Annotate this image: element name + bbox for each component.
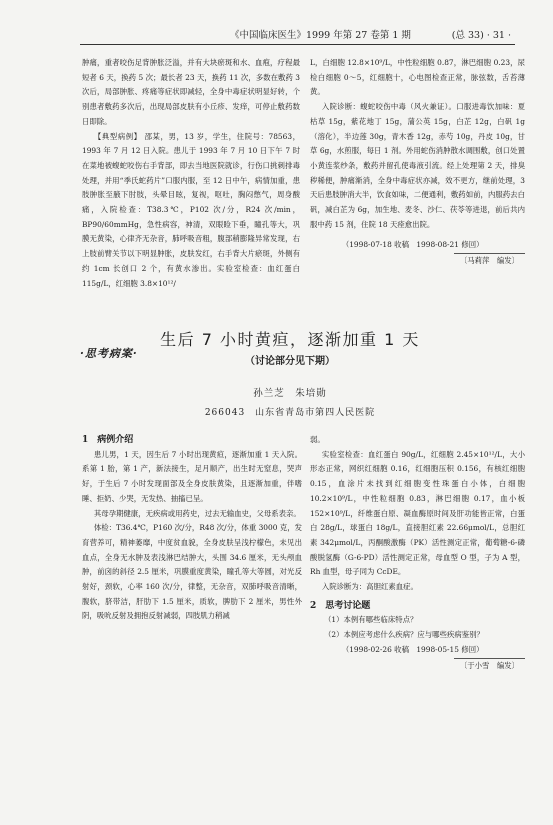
top-left-column [82, 56, 300, 291]
authors: 孙兰芝 朱培勋 [253, 388, 327, 399]
paragraph: 患儿男，1 天，因生后 7 小时出现黄疸，逐渐加重 1 天入院。系第 1 胎，第 1 产，新法接生，足月顺产，出生时无窒息，哭声好，于生后 7 小时发现面部及全身皮肤黄染，且逐渐加重，伴嗜睡、拒奶、少哭，无发热、抽搐已呈。 [82, 449, 302, 503]
typical-case-paragraph: 【典型病例】 邵某，男，13 岁，学生，住院号：78563，1993 年 7 月 12 日入院。患儿于 1993 年 7 月 10 日下午 7 时在菜地被蝮蛇咬伤右手背部，即去当地医院就诊，行伤口挑刺排毒处理，并用“季氏蛇药片”口服内服，至 12 日中午，病情加重，患肢肿胀至腋下肘肢，头晕目眩，复视，呕吐，胸闷憋气，周身酸痛，入院检查：T38.3℃，P102 次/分，R24 次/min，BP90/60mmHg，急性病容，神清，双眼睑下垂，瞳孔等大，巩膜无黄染，心律齐无杂音，肺呼吸音粗，腹部稍膨隆异常发现，右上肢前臂关节以下明显肿胀，皮肤发红，右手背大片瘀斑，外侧有约 1cm 长创口 2 个，有黄水渗出。实验室检查：血红蛋白 115g/L，红细胞 3.8×10¹²/ [82, 131, 300, 288]
bottom-right-column [310, 433, 525, 673]
paragraph: 肿痛，重者咬伤足背肿胀泛溢，并有大块瘀斑和水、血疱，疗程最短者 6 天，换药 5 次；最长者 23 天，换药 11 次，多数在敷药 3 次后，局部肿胀、疼痛等症状即减轻，全身中毒症状明显好转，个别患者敷药多次后，出现局部皮肤有小丘疹、发痒，可停止敷药数日即除。 [82, 58, 300, 126]
article-title: 生后 7 小时黄疸，逐渐加重 1 天 [160, 330, 420, 349]
question-item: （1）本例有哪些临床特点？ [324, 615, 418, 625]
editor-name: 〔于小雪 编发〕 [454, 658, 525, 674]
running-header [80, 28, 515, 45]
diagnosis-line: 入院诊断为：高胆红素血症。 [321, 582, 418, 592]
received-date: （1998-02-26 收稿 1998-05-15 修回） [341, 644, 484, 654]
diagnosis-paragraph: 入院诊断：蝮蛇咬伤中毒（风火兼证）。口服进毒饮加味：夏枯草 15g，紫花地丁 15g，蒲公英 15g，白芷 12g，白矾 1g（溶化），半边莲 30g，青木香 12g，赤芍 10g，丹皮 10g，甘草 6g，水煎服，每日 1 剂。外用蛇伤消肿散水调围敷，创口处置小黄连浆纱条，敷药并留孔使毒液引流。经上处理第 2 天，排臭秽稀便，肿痛渐消，全身中毒症状亦减，效不更方，继前处理，3 天后患肢肿消大半，饮食如味，二便通利，敷药如前，内服药去白矾，减白芷为 6g，加生地、麦冬、沙仁、茯苓等进退，前后共内服中药 15 剂，住院 18 天痊愈出院。 [310, 102, 525, 229]
paragraph: 其母孕期健康，无疾病或用药史，过去无输血史，父母系表亲。 [93, 508, 301, 518]
top-right-column [310, 56, 525, 269]
lab-paragraph: 实验室检查：血红蛋白 90g/L，红细胞 2.45×10¹²/L，大小形态正常，网织红细胞 0.16，红细胞压积 0.156，有核红细胞 0.15，血涂片未找到红细胞变性珠蛋白小体，白细胞 10.2×10⁹/L，中性粒细胞 0.83，淋巴细胞 0.17，血小板 152×10⁹/L，纤维蛋白原、凝血酶原时间及肝功能皆正常，白蛋白 28g/L，球蛋白 18g/L，直接胆红素 22.66μmol/L，总胆红素 342μmol/L，丙酮酸激酶（PK）活性测定正常，葡萄糖-6-磷酸脱氢酶（G-6-PD）活性测定正常，母血型 O 型，子为 A 型，Rh 血型，母子同为 CcDE。 [310, 449, 525, 577]
section-tag: ·思考病案· [80, 347, 138, 360]
paragraph: 弱。 [310, 435, 325, 444]
affiliation: 266043 山东省青岛市第四人民医院 [204, 408, 376, 418]
editor-name: 〔马莉萍 编发〕 [454, 253, 525, 269]
page-number: (总 33) · 31 · [451, 30, 511, 41]
question-item: （2）本例应考虑什么疾病？应与哪些疾病鉴别？ [324, 630, 484, 640]
article-subtitle: （讨论部分见下期） [245, 356, 335, 367]
editor-line [310, 253, 525, 269]
paragraph: 体检：T36.4℃，P160 次/分，R48 次/分，体重 3000 克，发育营养可，精神萎靡，中度贫血貌，全身皮肤呈浅柠檬色，未见出血点，全身无水肿及表浅淋巴结肿大，头围 34.6 厘米，无头颅血肿，前囟的斜径 2.5 厘米，巩膜重度黄染，瞳孔等大等圆，对光反射好，颈软，心率 160 次/分，律整，无杂音，双肺呼吸音清晰，腹软，脐带洁，肝肋下 1.5 厘米，质软，脾肋下 2 厘米，男性外阴，吸吮反射及拥抱反射减弱，四肢肌力稍减 [82, 523, 302, 621]
discussion-heading: 2 思考讨论题 [310, 600, 371, 611]
received-date: （1998-07-18 收稿 1998-08-21 修回） [341, 240, 484, 250]
case-heading: 1 病例介绍 [82, 435, 134, 445]
editor-line [310, 658, 525, 674]
bottom-left-column [82, 433, 302, 624]
journal-name: 《中国临床医生》1999 年第 27 卷第 1 期 [230, 30, 411, 41]
paragraph: L，白细胞 12.8×10⁹/L，中性粒细胞 0.87，淋巴细胞 0.23，尿检白细胞 0～5，红细胞十，心电图检查正常，脉弦数，舌苔薄黄。 [310, 58, 525, 97]
